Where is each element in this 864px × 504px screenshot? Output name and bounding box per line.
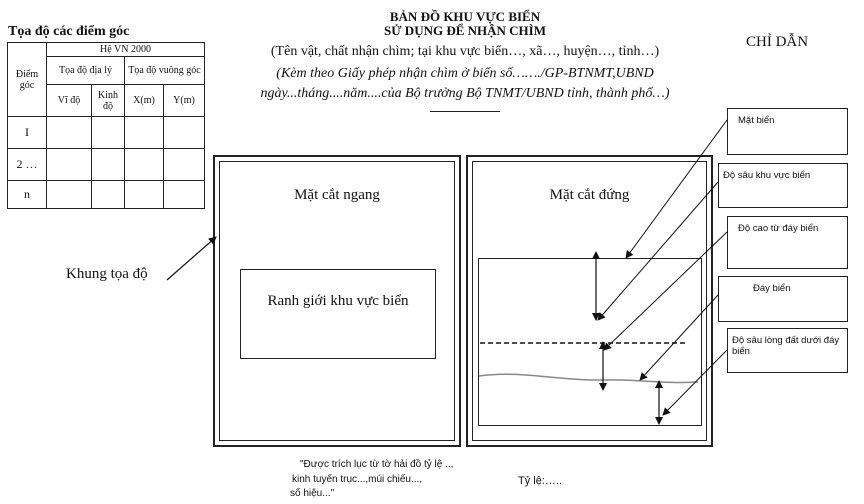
map-title-line2: SỬ DỤNG ĐỂ NHẬN CHÌM (383, 23, 547, 38)
vertical-section-title: Mặt cắt đứng (549, 187, 630, 203)
row-label: n (8, 181, 47, 209)
geo-header: Tọa độ địa lý (47, 57, 125, 85)
legend-item-sea-depth: Độ sâu khu vực biển (718, 163, 848, 208)
map-subtitle: (Tên vật, chất nhận chìm; tại khu vực biển…, xã…, huyện…, tỉnh…) (270, 44, 660, 59)
legend-item-subsoil-depth: Độ sâu lòng đất dưới đáy biển (727, 328, 848, 373)
map-title: BẢN ĐỒ KHU VỰC BIỂN (389, 9, 541, 24)
rect-header: Tọa độ vuông góc (125, 57, 205, 85)
frame-label: Khung tọa độ (66, 266, 148, 282)
row-label: 2 … (8, 149, 47, 181)
coord-section-title: Tọa độ các điểm góc (8, 24, 130, 39)
scale-label: Tỷ lệ:….. (518, 475, 563, 487)
lat-header: Vĩ độ (47, 85, 92, 117)
legend-item-height-from-seabed: Độ cao từ đáy biển (727, 216, 848, 269)
point-header: Điểm góc (8, 43, 47, 117)
x-header: X(m) (125, 85, 164, 117)
leader-sea-depth (598, 182, 718, 320)
leader-seabed (640, 295, 718, 380)
extract-note-line-3: số hiệu..." (290, 488, 335, 499)
y-header: Y(m) (164, 85, 205, 117)
extract-note-line-2: kinh tuyến trục...,múi chiếu..., (292, 474, 423, 485)
frame-pointer-arrow (167, 237, 216, 280)
legend-title: CHỈ DẪN (746, 34, 809, 50)
legend-item-seabed: Đáy biển (718, 276, 848, 322)
seabed-line (479, 374, 698, 382)
permit-line-2: ngày...tháng....năm....của Bộ trưởng Bộ TNMT/UBND tỉnh, thành phố…) (260, 86, 670, 101)
datum-header: Hệ VN 2000 (47, 43, 205, 57)
row-label: I (8, 117, 47, 149)
horizontal-section-title: Mặt cắt ngang (294, 187, 380, 203)
sea-boundary-label: Ranh giới khu vực biển (267, 293, 409, 309)
lon-header: Kinh độ (92, 85, 125, 117)
legend-item-sea-surface: Mặt biển (727, 108, 848, 155)
permit-line-1: (Kèm theo Giấy phép nhận chìm ở biển số……./GP-BTNMT,UBND (276, 66, 654, 81)
extract-note-line-1: "Được trích lục từ tờ hải đồ tỷ lệ .., (300, 459, 454, 470)
leader-height (604, 232, 727, 350)
